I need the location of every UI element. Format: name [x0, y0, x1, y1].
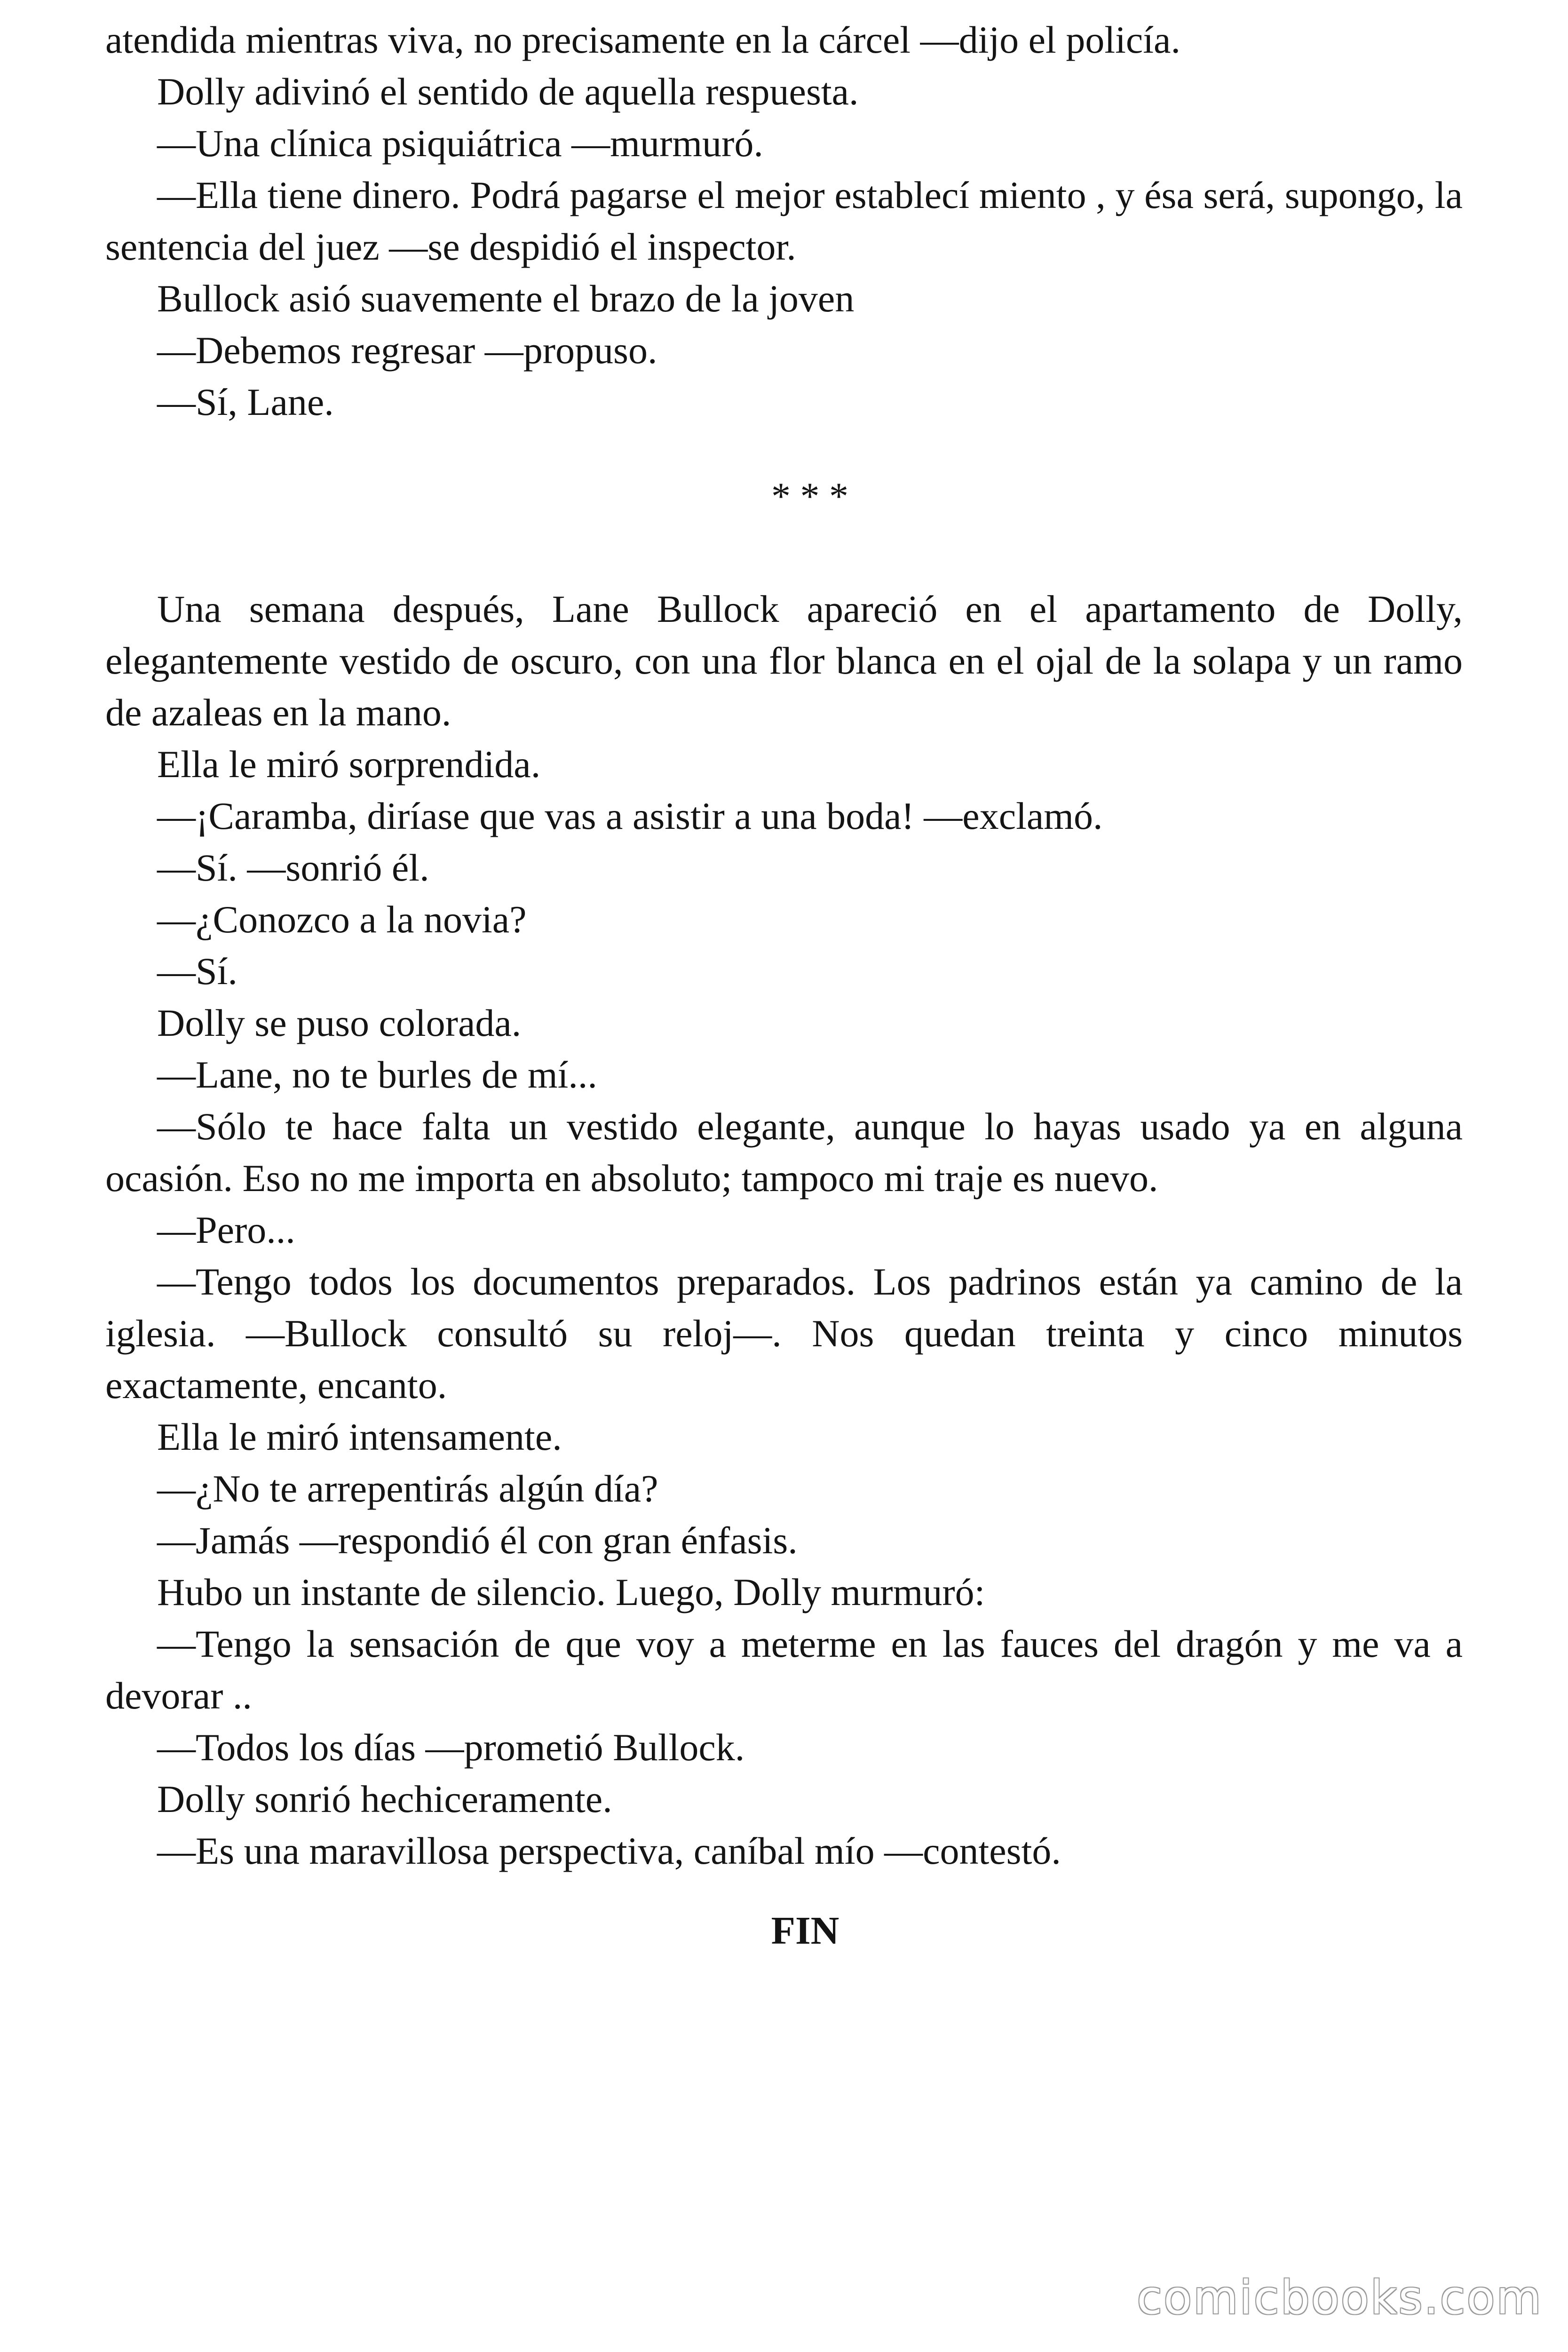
paragraph: Una semana después, Lane Bullock apareció en el apartamento de Dolly, elegantemente vestido de oscuro, con una flor blanca en el ojal de la solapa y un ramo de azaleas en la mano. [105, 588, 1463, 734]
paragraph: —Jamás —respondió él con gran énfasis. [157, 1519, 798, 1562]
paragraph: —Sólo te hace falta un vestido elegante, aunque lo hayas usado ya en alguna ocasión. Eso no me importa en absoluto; tampoco mi traje es nuevo. [105, 1105, 1463, 1200]
paragraph: —Es una maravillosa perspectiva, caníbal mío —contestó. [157, 1829, 1061, 1872]
paragraph: —¡Caramba, diríase que vas a asistir a una boda! —exclamó. [157, 795, 1103, 837]
paragraph: Dolly adivinó el sentido de aquella respuesta. [157, 70, 859, 113]
section-break: * * * [771, 475, 848, 517]
paragraph: —Tengo la sensación de que voy a meterme en las fauces del dragón y me va a devorar .. [105, 1622, 1463, 1717]
paragraph: —Sí. —sonrió él. [157, 846, 429, 889]
paragraph: —¿Conozco a la novia? [157, 898, 527, 941]
paragraph: atendida mientras viva, no precisamente en la cárcel —dijo el policía. [105, 18, 1180, 61]
paragraph: —Sí. [157, 950, 238, 993]
paragraph: Ella le miró intensamente. [157, 1415, 562, 1458]
paragraph: Hubo un instante de silencio. Luego, Dolly murmuró: [157, 1571, 985, 1613]
paragraph: Dolly se puso colorada. [157, 1001, 522, 1044]
paragraph: —Pero... [157, 1208, 295, 1251]
paragraph: —Sí, Lane. [157, 381, 334, 423]
paragraph: —¿No te arrepentirás algún día? [157, 1467, 658, 1510]
end-mark: FIN [771, 1909, 839, 1953]
paragraph: —Lane, no te burles de mí... [157, 1053, 597, 1096]
paragraph: —Debemos regresar —propuso. [157, 329, 657, 372]
watermark: comicbooks.com [1137, 2271, 1543, 2325]
paragraph: —Tengo todos los documentos preparados. Los padrinos están ya camino de la iglesia. —Bullock consultó su reloj—. Nos quedan treinta y cinco minutos exactamente, encanto. [105, 1260, 1463, 1406]
body-text [105, 14, 1463, 1957]
paragraph: —Todos los días —prometió Bullock. [157, 1726, 745, 1769]
paragraph: —Ella tiene dinero. Podrá pagarse el mejor establecí miento , y ésa será, supongo, la sentencia del juez —se despidió el inspector. [105, 174, 1463, 268]
paragraph: —Una clínica psiquiátrica —murmuró. [157, 122, 763, 165]
paragraph: Ella le miró sorprendida. [157, 743, 541, 786]
paragraph: Dolly sonrió hechiceramente. [157, 1778, 612, 1820]
paragraph: Bullock asió suavemente el brazo de la joven [157, 277, 855, 320]
